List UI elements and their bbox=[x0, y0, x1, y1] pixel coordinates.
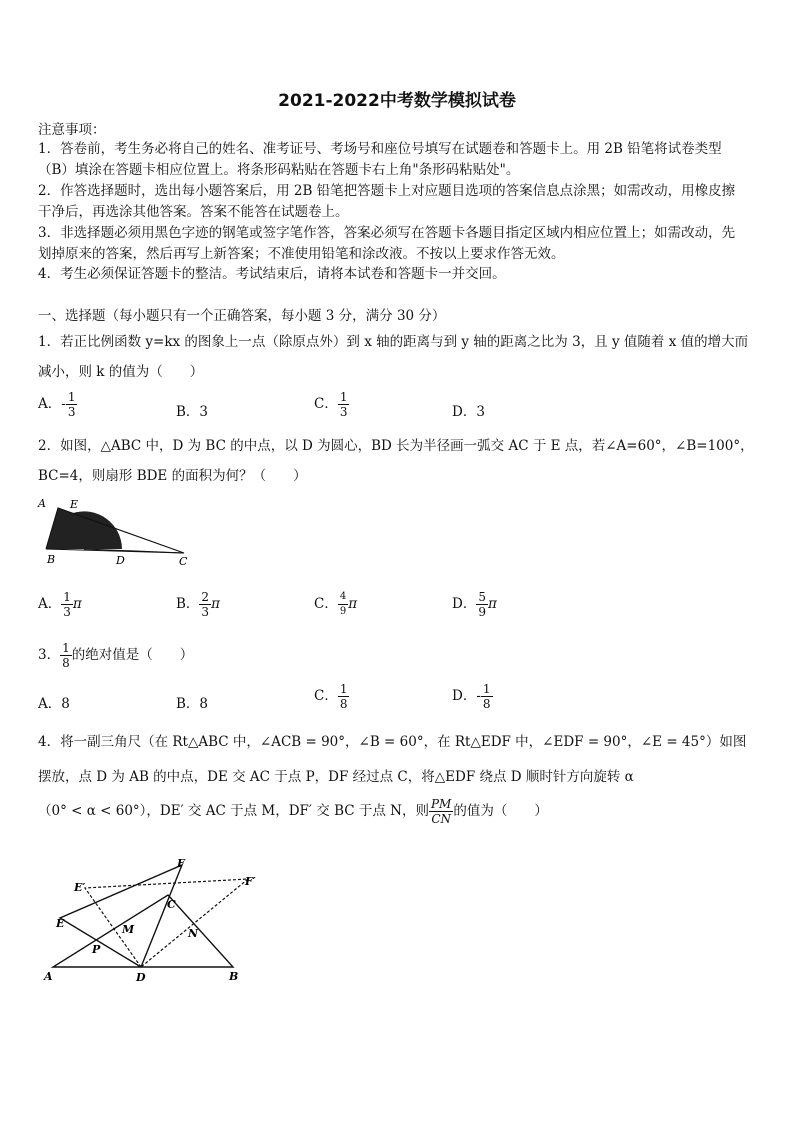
notice-line: 3．非选择题必须用黑色字迹的钢笔或签字笔作答，答案必须写在答题卡各题目指定区域内相应位置上；如需改动，先 bbox=[38, 225, 736, 241]
q1-option-a: A．- $\frac{1}{3}$ bbox=[38, 390, 76, 419]
label-e: E bbox=[70, 498, 79, 511]
question-1-line-1: 1．若正比例函数 y=kx 的图象上一点（除原点外）到 x 轴的距离与到 y 轴的距离之比为 3，且 y 值随着 x 值的增大而 bbox=[38, 334, 749, 350]
label-n: N bbox=[188, 927, 199, 940]
label-c: C bbox=[179, 555, 188, 568]
notice-line: 2．作答选择题时，选出每小题答案后，用 2B 铅笔把答题卡上对应题目选项的答案信息点涂黑；如需改动，用橡皮擦 bbox=[38, 183, 736, 199]
q2-option-d: D． $\frac{5}{9}$ π bbox=[452, 590, 497, 619]
question-4-line-1: 4．将一副三角尺（在 Rt△ABC 中，∠ACB = 90°，∠B = 60°，在 Rt△EDF 中，∠EDF = 90°，∠E = 45°）如图 bbox=[38, 734, 747, 750]
label-f: F bbox=[177, 857, 185, 870]
question-4-line-3: （0° < α < 60°），DE′ 交 AC 于点 M，DF′ 交 BC 于点 N，则 $\frac{PM}{CN}$ 的值为（ ） bbox=[38, 797, 548, 826]
label-c: C bbox=[167, 898, 176, 911]
question-1-line-2: 减小，则 k 的值为（ ） bbox=[38, 364, 204, 380]
label-e: E bbox=[56, 917, 65, 930]
label-a: A bbox=[38, 497, 46, 510]
q3-option-a: A．8 bbox=[38, 696, 70, 712]
page-title: 2021-2022中考数学模拟试卷 bbox=[278, 91, 516, 111]
q3-option-d: D．- $\frac{1}{8}$ bbox=[452, 682, 491, 711]
q2-option-b: B． $\frac{2}{3}$ π bbox=[176, 590, 220, 619]
q3-option-c: C． $\frac{1}{8}$ bbox=[314, 682, 348, 711]
sector-bde bbox=[46, 508, 122, 549]
notice-line: 划掉原来的答案，然后再写上新答案；不准使用铅笔和涂改液。不按以上要求作答无效。 bbox=[38, 246, 565, 262]
label-m: M bbox=[122, 923, 135, 936]
question-3: 3． $\frac{1}{8}$ 的绝对值是（ ） bbox=[38, 641, 194, 670]
question-2-figure bbox=[34, 495, 194, 570]
notice-line: 1．答卷前，考生务必将自己的姓名、准考证号、考场号和座位号填写在试题卷和答题卡上。用 2B 铅笔将试卷类型 bbox=[38, 141, 722, 157]
q2-option-a: A． $\frac{1}{3}$ π bbox=[38, 590, 82, 619]
label-e-prime: E′ bbox=[74, 881, 86, 894]
question-2-line-1: 2．如图，△ABC 中，D 为 BC 的中点，以 D 为圆心，BD 长为半径画一弧交 AC 于 E 点，若∠A=60°，∠B=100°， bbox=[38, 438, 754, 454]
question-4-figure bbox=[38, 855, 268, 990]
label-b: B bbox=[47, 553, 56, 566]
notice-line: （B）填涂在答题卡相应位置上。将条形码粘贴在答题卡右上角"条形码粘贴处"。 bbox=[38, 162, 520, 178]
q3-option-b: B．8 bbox=[176, 696, 209, 712]
label-p: P bbox=[92, 943, 101, 956]
notice-line: 4．考生必须保证答题卡的整洁。考试结束后，请将本试卷和答题卡一并交回。 bbox=[38, 266, 506, 282]
question-2-line-2: BC=4，则扇形 BDE 的面积为何？（ ） bbox=[38, 468, 307, 484]
q1-option-c: C． $\frac{1}{3}$ bbox=[314, 390, 348, 419]
q1-option-d: D．3 bbox=[452, 404, 485, 420]
question-4-line-2: 摆放，点 D 为 AB 的中点，DE 交 AC 于点 P，DF 经过点 C，将△EDF 绕点 D 顺时针方向旋转 α bbox=[38, 769, 634, 785]
label-d: D bbox=[136, 971, 146, 984]
label-a: A bbox=[44, 970, 53, 983]
section-heading: 一、选择题（每小题只有一个正确答案，每小题 3 分，满分 30 分） bbox=[38, 308, 446, 324]
notice-line: 干净后，再选涂其他答案。答案不能答在试题卷上。 bbox=[38, 204, 349, 220]
q1-option-b: B．3 bbox=[176, 404, 209, 420]
label-b: B bbox=[229, 970, 239, 983]
q2-option-c: C． $\frac{4}{9}$ π bbox=[314, 591, 358, 617]
notice-heading: 注意事项： bbox=[38, 122, 106, 138]
label-d: D bbox=[116, 554, 125, 567]
label-f-prime: F′ bbox=[245, 875, 256, 888]
